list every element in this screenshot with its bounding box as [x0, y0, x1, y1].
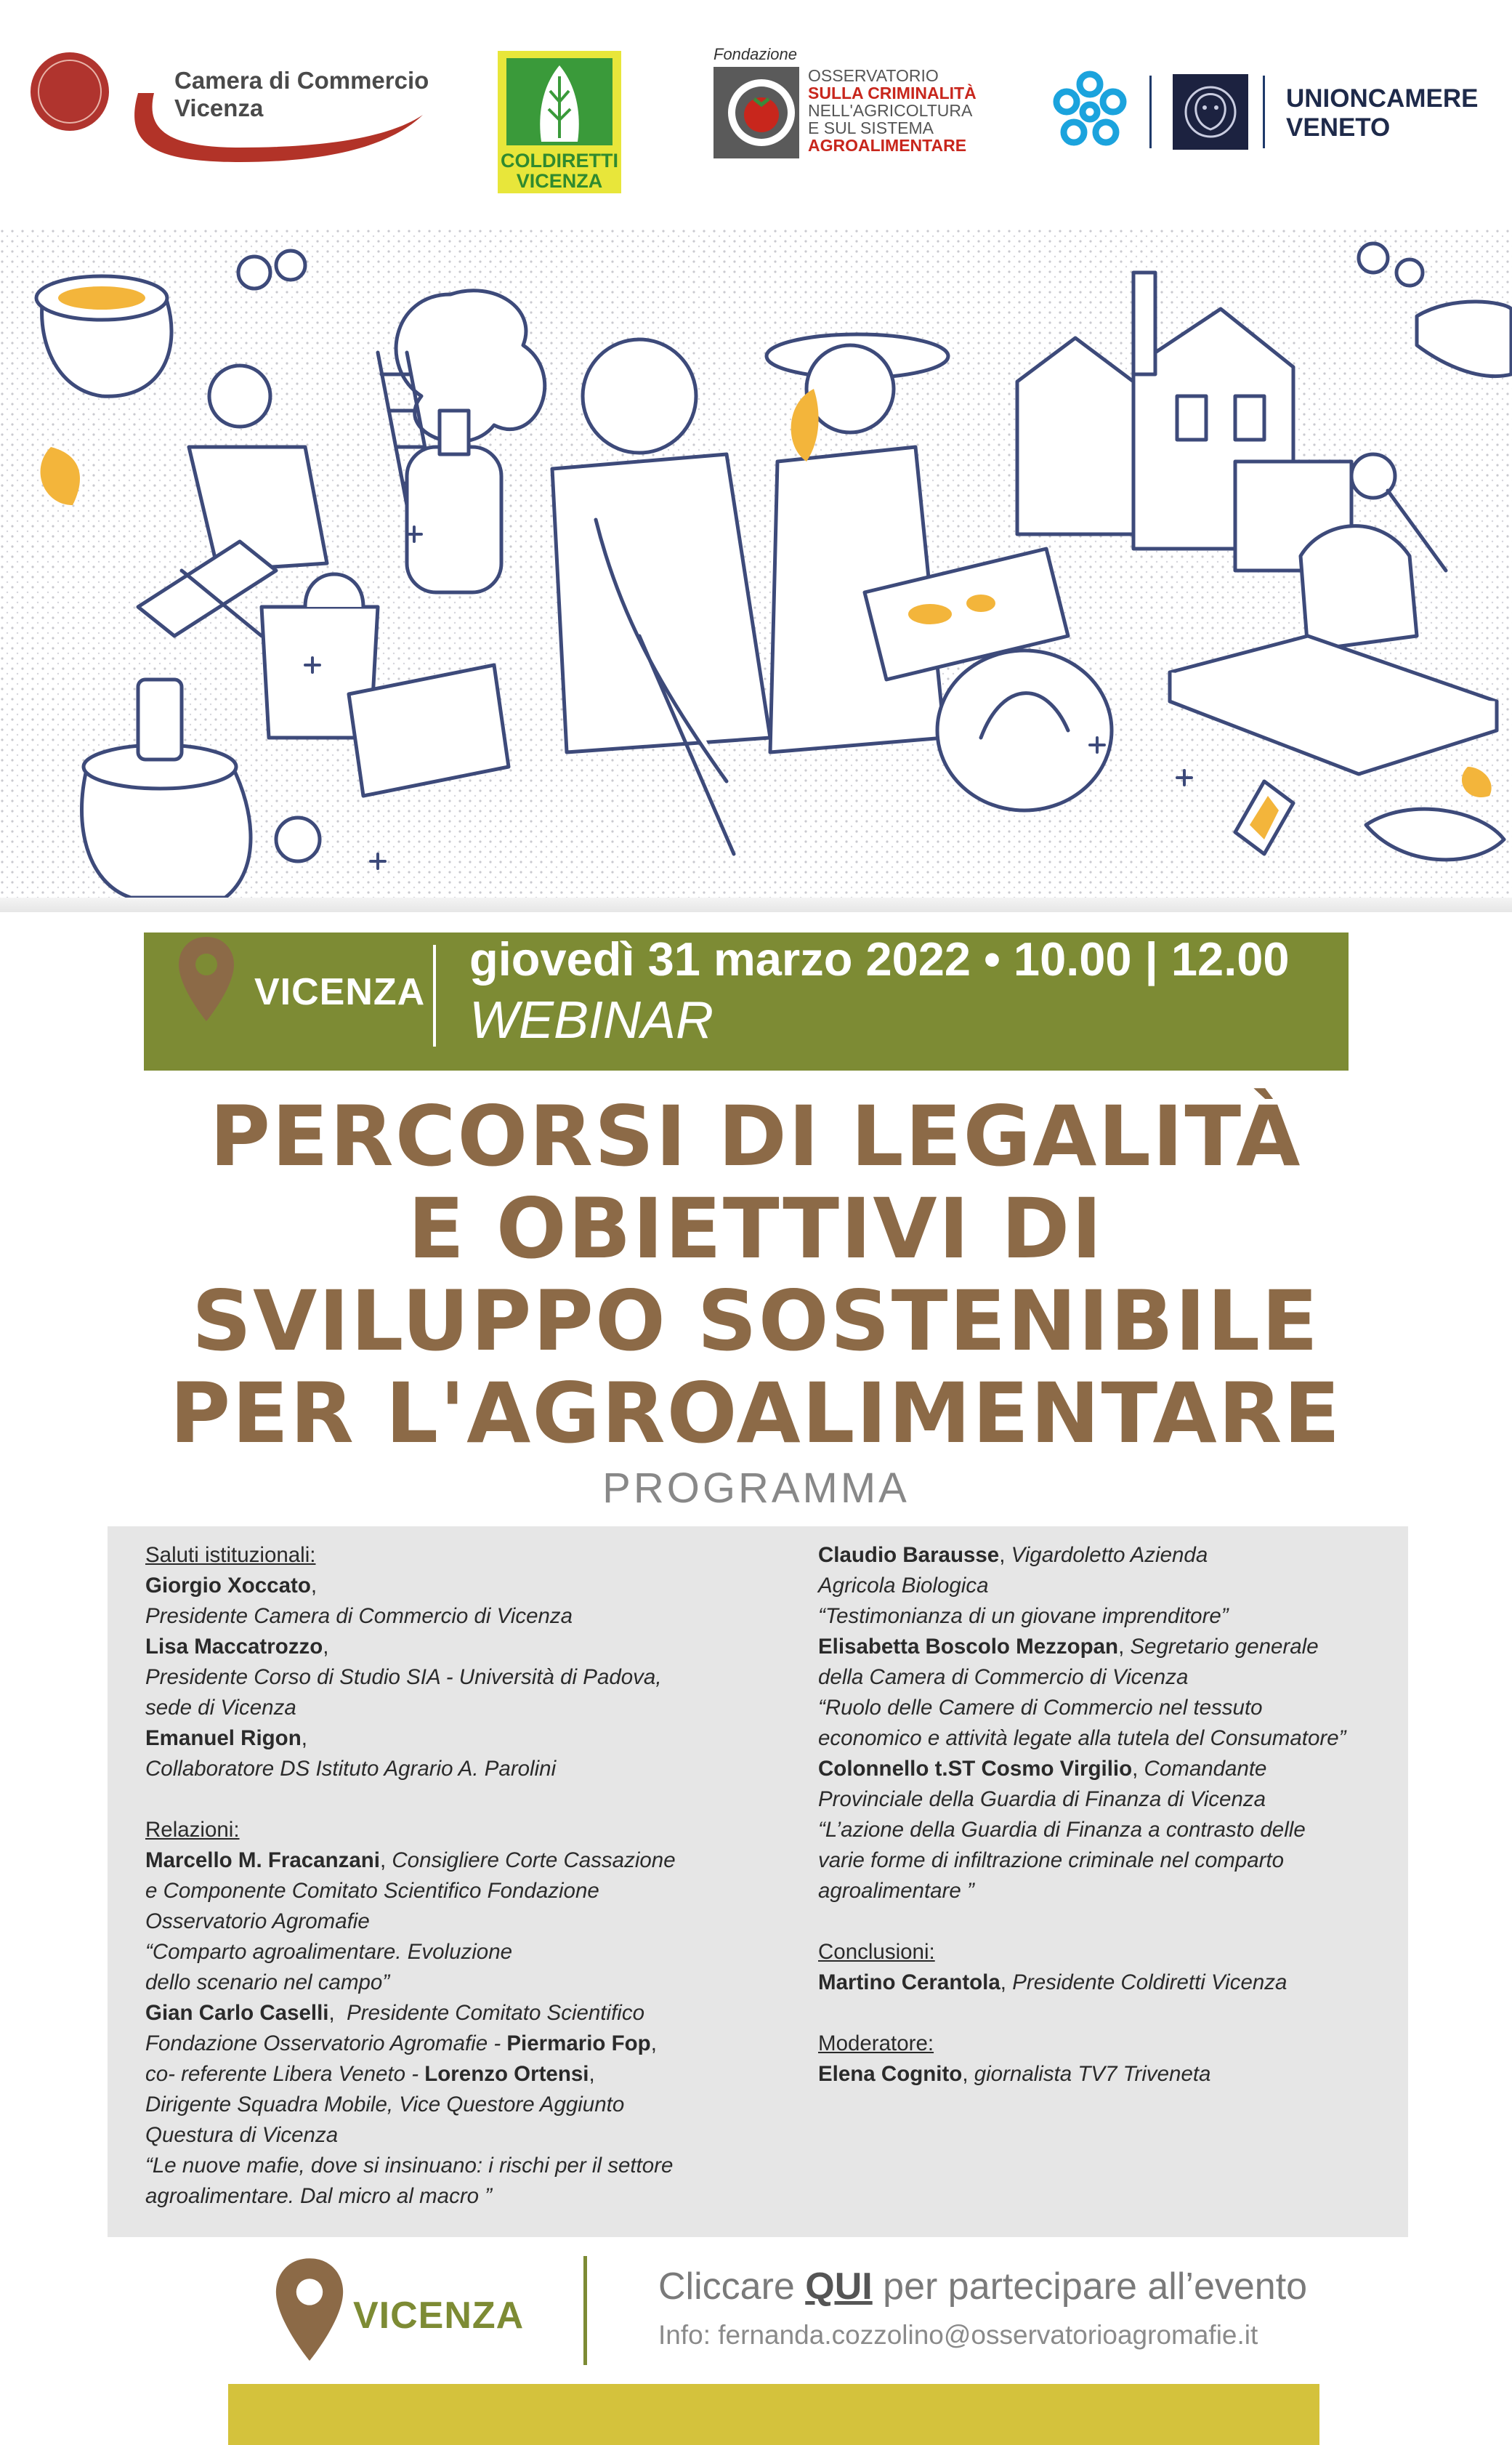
- camera-commercio-line1: Camera di Commercio: [174, 67, 429, 94]
- location-pin-icon: [272, 2253, 347, 2377]
- osservatorio-logo-icon: [713, 67, 799, 158]
- banner-divider: [433, 945, 436, 1047]
- coldiretti-logo: [498, 51, 621, 193]
- osservatorio-line5: AGROALIMENTARE: [808, 136, 967, 155]
- speaker-role: Fondazione Osservatorio Agromafie -: [145, 2031, 507, 2055]
- speaker-role: Agricola Biologica: [818, 1574, 989, 1598]
- speaker-line: Giorgio Xoccato,: [145, 1574, 318, 1598]
- speaker-line: Martino Cerantola, Presidente Coldiretti Vicenza: [818, 1970, 1287, 1994]
- title-line: SVILUPPO SOSTENIBILE: [191, 1273, 1319, 1369]
- camera-commercio-line2: Vicenza: [174, 94, 264, 121]
- speaker-line: co- referente Libera Veneto - Lorenzo Ortensi,: [145, 2062, 595, 2086]
- talk-title: “Comparto agroalimentare. Evoluzione: [145, 1940, 513, 1964]
- speaker-role: Osservatorio Agromafie: [145, 1909, 370, 1933]
- speaker-name: Elisabetta Boscolo Mezzopan: [818, 1635, 1119, 1659]
- footer-city: VICENZA: [353, 2295, 525, 2337]
- title-line: PERCORSI DI LEGALITÀ: [209, 1088, 1302, 1185]
- talk-title: “Ruolo delle Camere di Commercio nel tessuto: [818, 1696, 1263, 1720]
- lion-of-venice-icon: [1173, 74, 1248, 150]
- moderatore-heading: Moderatore:: [818, 2031, 934, 2055]
- talk-title: agroalimentare ”: [818, 1879, 974, 1903]
- osservatorio-line1: OSSERVATORIO: [808, 66, 939, 85]
- osservatorio-line2: SULLA CRIMINALITÀ: [808, 84, 977, 102]
- speaker-name: Colonnello t.ST Cosmo Virgilio: [818, 1757, 1133, 1781]
- speaker-role: Presidente Corso di Studio SIA - Università di Padova,: [145, 1665, 662, 1689]
- unioncamere-divider: [1263, 76, 1265, 148]
- speaker-name: Lisa Maccatrozzo: [145, 1635, 323, 1659]
- speaker-role: Comandante: [1144, 1757, 1267, 1781]
- programma-heading: PROGRAMMA: [602, 1465, 910, 1512]
- coldiretti-line1: COLDIRETTI: [501, 150, 618, 172]
- speaker-role: e Componente Comitato Scientifico Fondazione: [145, 1879, 599, 1903]
- osservatorio-logo-text: [808, 67, 977, 154]
- agriculture-illustration: [0, 229, 1512, 912]
- speaker-name: Marcello M. Fracanzani: [145, 1848, 380, 1872]
- event-title: [109, 1088, 1402, 1462]
- speaker-line: Emanuel Rigon,: [145, 1726, 307, 1750]
- relazioni-heading: Relazioni:: [145, 1818, 240, 1842]
- unioncamere-mark-icon: [1046, 68, 1133, 156]
- banner-city: VICENZA: [254, 971, 426, 1013]
- osservatorio-line4: E SUL SISTEMA: [808, 118, 934, 137]
- talk-title: economico e attività legate alla tutela del Consumatore”: [818, 1726, 1346, 1750]
- speaker-line: Elena Cognito, giornalista TV7 Triveneta: [818, 2062, 1211, 2086]
- speaker-line: Claudio Barausse, Vigardoletto Azienda: [818, 1543, 1208, 1567]
- camera-commercio-logo: [174, 67, 429, 122]
- unioncamere-divider: [1149, 76, 1152, 148]
- speaker-role: Presidente Coldiretti Vicenza: [1012, 1970, 1287, 1994]
- location-pin-icon: [176, 933, 237, 1034]
- speaker-role: Presidente Camera di Commercio di Vicenza: [145, 1604, 573, 1628]
- cta-text: per partecipare all’evento: [872, 2265, 1308, 2308]
- talk-title: varie forme di infiltrazione criminale nel comparto: [818, 1848, 1285, 1872]
- footer-divider: [583, 2256, 587, 2365]
- saluti-heading: Saluti istituzionali:: [145, 1543, 316, 1567]
- participate-link[interactable]: QUI: [805, 2265, 873, 2308]
- program-column-left: [145, 1540, 785, 2212]
- speaker-name: Piermario Fop: [506, 2031, 651, 2055]
- illustration-shadow: [0, 898, 1512, 912]
- event-format: WEBINAR: [469, 991, 714, 1050]
- coldiretti-line2: VICENZA: [516, 170, 603, 192]
- speaker-name: Gian Carlo Caselli: [145, 2001, 329, 2025]
- title-line: PER L'AGROALIMENTARE: [169, 1365, 1342, 1462]
- speaker-role: della Camera di Commercio di Vicenza: [818, 1665, 1189, 1689]
- speaker-name: Martino Cerantola: [818, 1970, 1000, 1994]
- speaker-line: Elisabetta Boscolo Mezzopan, Segretario generale: [818, 1635, 1319, 1659]
- program-column-right: [818, 1540, 1399, 2090]
- speaker-line: Gian Carlo Caselli, Presidente Comitato Scientifico: [145, 2001, 644, 2025]
- speaker-role: Segretario generale: [1130, 1635, 1319, 1659]
- speaker-line: Lisa Maccatrozzo,: [145, 1635, 329, 1659]
- osservatorio-line3: NELL'AGRICOLTURA: [808, 101, 973, 120]
- speaker-role: Consigliere Corte Cassazione: [392, 1848, 676, 1872]
- contact-info: Info: fernanda.cozzolino@osservatorioagromafie.it: [658, 2320, 1258, 2350]
- speaker-role: Questura di Vicenza: [145, 2123, 339, 2147]
- speaker-line: Colonnello t.ST Cosmo Virgilio, Comandante: [818, 1757, 1267, 1781]
- speaker-role: Collaboratore DS Istituto Agrario A. Parolini: [145, 1757, 557, 1781]
- bottom-bar: [228, 2384, 1319, 2445]
- speaker-line: Fondazione Osservatorio Agromafie - Piermario Fop,: [145, 2031, 657, 2055]
- talk-title: “Testimonianza di un giovane imprenditore”: [818, 1604, 1229, 1628]
- speaker-name: Claudio Barausse: [818, 1543, 1000, 1567]
- speaker-name: Giorgio Xoccato: [145, 1574, 311, 1598]
- unioncamere-logo-text: [1286, 84, 1478, 142]
- event-date-time: giovedì 31 marzo 2022 • 10.00 | 12.00: [469, 933, 1290, 986]
- fondazione-label: Fondazione: [713, 45, 797, 63]
- speaker-role: sede di Vicenza: [145, 1696, 296, 1720]
- conclusioni-heading: Conclusioni:: [818, 1940, 935, 1964]
- talk-title: “L’azione della Guardia di Finanza a contrasto delle: [818, 1818, 1306, 1842]
- speaker-role: Dirigente Squadra Mobile, Vice Questore Aggiunto: [145, 2092, 625, 2116]
- talk-title: agroalimentare. Dal micro al macro ”: [145, 2184, 493, 2208]
- speaker-name: Emanuel Rigon: [145, 1726, 302, 1750]
- speaker-name: Elena Cognito: [818, 2062, 963, 2086]
- cta-text: Cliccare: [658, 2265, 806, 2308]
- speaker-role: Vigardoletto Azienda: [1011, 1543, 1208, 1567]
- title-line: E OBIETTIVI DI: [408, 1180, 1104, 1277]
- talk-title: “Le nuove mafie, dove si insinuano: i rischi per il settore: [145, 2154, 674, 2178]
- speaker-role: giornalista TV7 Triveneta: [974, 2062, 1211, 2086]
- speaker-role: Presidente Comitato Scientifico: [347, 2001, 644, 2025]
- camera-commercio-seal-icon: [31, 52, 109, 131]
- participate-cta: [658, 2265, 1307, 2308]
- unioncamere-line2: VENETO: [1286, 113, 1391, 142]
- speaker-role: co- referente Libera Veneto -: [145, 2062, 425, 2086]
- unioncamere-line1: UNIONCAMERE: [1286, 84, 1479, 113]
- speaker-line: Marcello M. Fracanzani, Consigliere Corte Cassazione: [145, 1848, 676, 1872]
- speaker-role: Provinciale della Guardia di Finanza di Vicenza: [818, 1787, 1266, 1811]
- talk-title: dello scenario nel campo”: [145, 1970, 390, 1994]
- speaker-name: Lorenzo Ortensi: [424, 2062, 589, 2086]
